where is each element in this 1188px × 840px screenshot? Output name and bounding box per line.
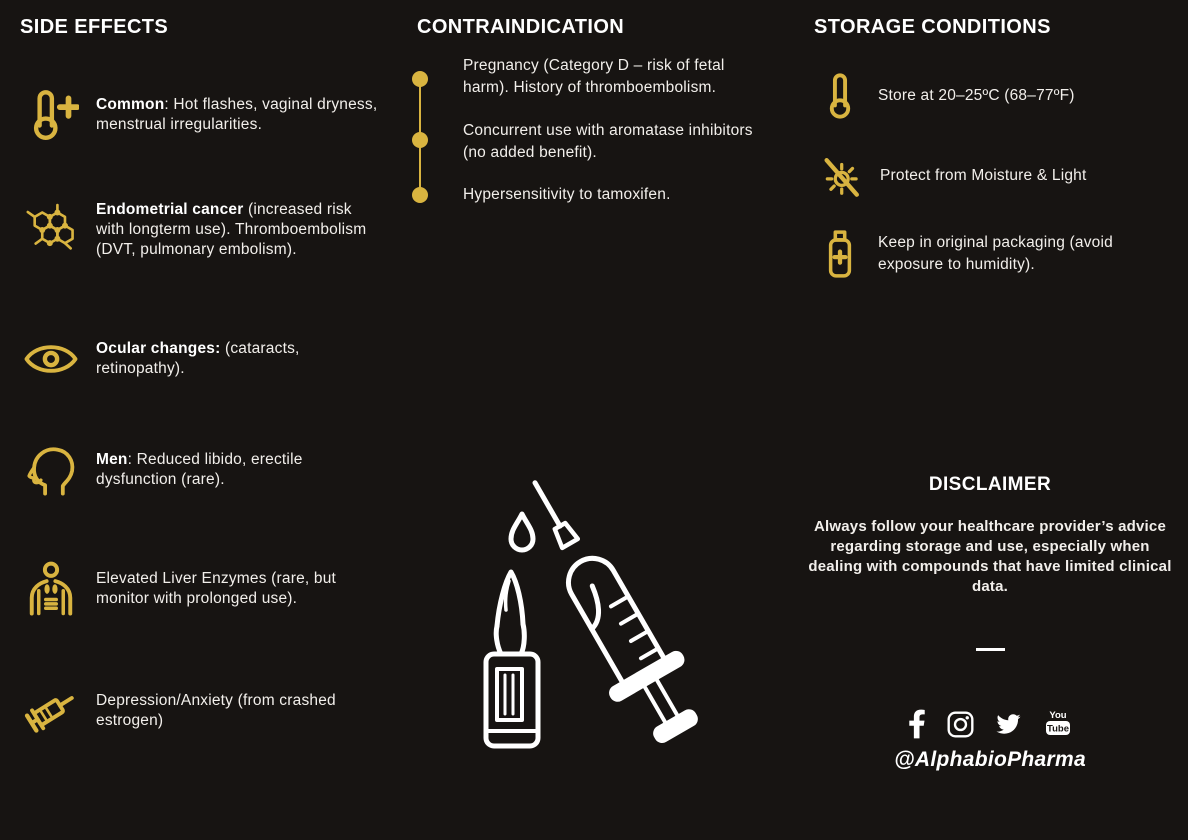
side-effect-text: Elevated Liver Enzymes (rare, but monitor with prolonged use). <box>96 570 337 607</box>
side-effect-item-depression <box>22 682 382 740</box>
timeline-dot <box>412 187 428 203</box>
eye-icon <box>22 330 80 388</box>
storage-text: Store at 20–25ºC (68–77ºF) <box>878 87 1075 104</box>
contraindication-item: Hypersensitivity to tamoxifen. <box>463 186 671 203</box>
molecule-icon <box>22 201 80 259</box>
side-effect-item-ocular <box>22 330 382 388</box>
divider <box>976 648 1005 651</box>
storage-text: Protect from Moisture & Light <box>880 167 1087 184</box>
timeline-dot <box>412 132 428 148</box>
head-profile-icon <box>22 441 80 499</box>
storage-item-temperature <box>818 70 1170 122</box>
side-effect-item-men <box>22 441 382 499</box>
disclaimer-body: Always follow your healthcare provider’s advice regarding storage and use, especially when dealing with compounds that have limited clinical data. <box>808 518 1172 595</box>
twitter-icon[interactable] <box>995 712 1022 736</box>
social-links <box>814 706 1166 742</box>
timeline <box>412 71 428 203</box>
side-effects-title: SIDE EFFECTS <box>20 16 169 38</box>
storage-title: STORAGE CONDITIONS <box>814 16 1051 38</box>
side-effect-item-common <box>22 86 382 144</box>
svg-text:You: You <box>1048 710 1067 721</box>
instagram-icon[interactable] <box>947 711 974 738</box>
disclaimer-title: DISCLAIMER <box>928 474 1052 495</box>
no-sunlight-icon <box>818 150 864 202</box>
contraindication-item: Pregnancy (Category D – risk of fetal harm). History of thromboembolism. <box>463 57 725 96</box>
syringe-icon <box>22 682 80 740</box>
thermometer-icon <box>818 70 862 122</box>
storage-text: Keep in original packaging (avoid exposure to humidity). <box>878 234 1113 273</box>
side-effect-text: Endometrial cancer (increased risk with longterm use). Thromboembolism (DVT, pulmonary embolism). <box>96 201 367 258</box>
svg-text:Tube: Tube <box>1046 723 1069 735</box>
contraindication-title: CONTRAINDICATION <box>417 16 625 38</box>
side-effect-item-cancer <box>22 200 382 260</box>
side-effect-text: Common: Hot flashes, vaginal dryness, menstrual irregularities. <box>96 96 378 133</box>
facebook-icon[interactable] <box>908 708 926 740</box>
timeline-dot <box>412 71 428 87</box>
storage-item-light <box>818 150 1170 202</box>
side-effect-text: Men: Reduced libido, erectile dysfunction (rare). <box>96 451 303 488</box>
thermometer-plus-icon <box>22 86 80 144</box>
side-effect-text: Ocular changes: (cataracts, retinopathy). <box>96 340 300 377</box>
social-handle: @AlphabioPharma <box>894 748 1086 771</box>
contraindication-item: Concurrent use with aromatase inhibitors (no added benefit). <box>463 122 753 161</box>
youtube-icon[interactable] <box>1043 708 1073 740</box>
side-effect-text: Depression/Anxiety (from crashed estrogen) <box>96 692 336 729</box>
medicine-bottle-icon <box>818 228 862 280</box>
storage-item-packaging <box>818 228 1170 280</box>
side-effect-item-liver <box>22 560 382 618</box>
syringe-ampoule-illustration <box>470 478 730 768</box>
body-organs-icon <box>22 560 80 618</box>
